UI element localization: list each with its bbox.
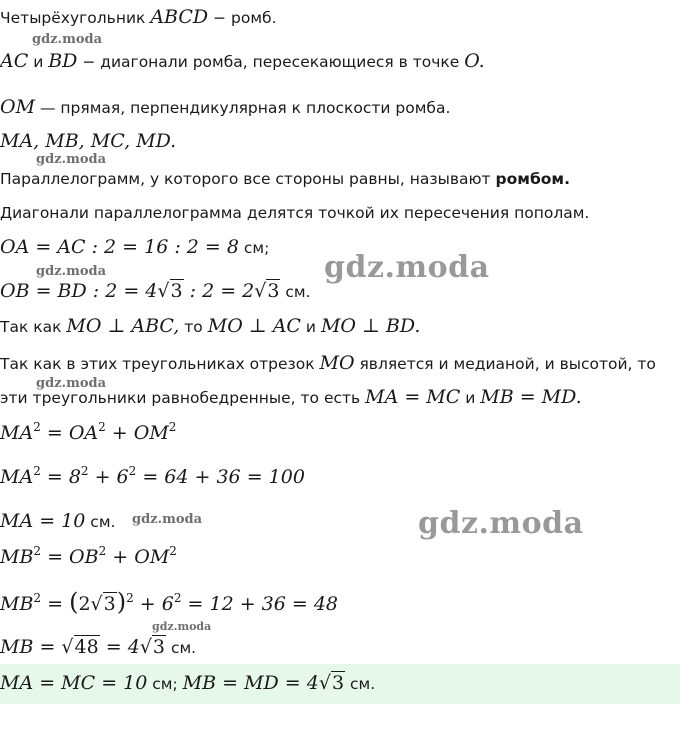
- line-pythagoras-mb: [0, 544, 177, 568]
- text: Четырёхугольник: [0, 9, 146, 27]
- watermark: gdz.moda: [132, 512, 203, 527]
- text: — прямая, перпендикулярная к плоскости ромба.: [39, 99, 451, 117]
- math: MA: [0, 466, 34, 488]
- line-mb-result: [0, 636, 196, 658]
- math: OM: [0, 96, 36, 118]
- sqrt: √48: [61, 636, 99, 658]
- text: эти треугольники равнобедренные, то есть: [0, 389, 361, 407]
- unit: см.: [350, 675, 376, 693]
- text: − ромб.: [213, 9, 277, 27]
- unit: см.: [90, 513, 116, 531]
- exponent: 2: [33, 544, 42, 558]
- line-diagonals-bisect: [0, 204, 589, 222]
- math: MA, MB, MC, MD.: [0, 130, 177, 152]
- text: то: [184, 318, 203, 336]
- sqrt: √3: [90, 593, 116, 615]
- line-ma-result: [0, 510, 115, 532]
- paren: (: [69, 588, 79, 616]
- math: MB = MD = 4: [182, 672, 319, 694]
- math: MO ⊥ AC: [207, 315, 301, 337]
- line-mb-calc: [0, 588, 338, 616]
- math: O.: [464, 50, 485, 72]
- text: является и медианой, и высотой, то: [359, 355, 656, 373]
- math: = 8: [40, 466, 81, 488]
- text: − диагонали ромба, пересекающиеся в точке: [82, 53, 460, 71]
- watermark-large: gdz.moda: [324, 250, 490, 285]
- line-median-height: [0, 352, 656, 374]
- math: OA = AC : 2 = 16 : 2 = 8: [0, 236, 239, 258]
- math: BD: [48, 50, 78, 72]
- sqrt: √3: [139, 636, 166, 658]
- watermark: gdz.moda: [36, 152, 107, 167]
- math: + OM: [106, 546, 170, 568]
- exponent: 2: [173, 591, 182, 605]
- math: = 12 + 36 = 48: [181, 593, 339, 615]
- line-segments: [0, 130, 176, 152]
- math: MB = MD.: [480, 386, 582, 408]
- unit: см;: [243, 239, 270, 257]
- exponent: 2: [33, 591, 42, 605]
- exponent: 2: [128, 464, 137, 478]
- sqrt: √3: [157, 280, 183, 302]
- exponent: 2: [80, 464, 89, 478]
- math: ABCD: [150, 6, 209, 28]
- math: MB: [0, 546, 34, 568]
- math: MA = MC: [365, 386, 461, 408]
- math: 2: [78, 593, 91, 615]
- text: и: [28, 53, 49, 71]
- math: = 64 + 36 = 100: [136, 466, 305, 488]
- exponent: 2: [168, 420, 177, 434]
- math: MO: [319, 352, 355, 374]
- line-diagonals: [0, 50, 485, 72]
- unit: см.: [285, 283, 311, 301]
- line-ob: [0, 280, 311, 302]
- line-oa: [0, 236, 269, 258]
- math: MO ⊥ BD.: [320, 315, 421, 337]
- exponent: 2: [169, 544, 177, 558]
- sqrt: √3: [254, 280, 280, 302]
- watermark: gdz.moda: [32, 32, 103, 47]
- line-rhombus-property: [0, 170, 570, 188]
- line-ma-calc: [0, 464, 305, 488]
- math: = OB: [41, 546, 99, 568]
- text: и: [465, 389, 476, 407]
- bold-term: ромбом.: [495, 170, 570, 188]
- math: = OA: [40, 422, 99, 444]
- line-perpendicularity: [0, 315, 420, 337]
- watermark: gdz.moda: [152, 620, 212, 633]
- math: MA = 10: [0, 510, 86, 532]
- math: MO ⊥ ABC,: [66, 315, 180, 337]
- watermark: gdz.moda: [36, 376, 107, 391]
- line-rhombus-def: [0, 6, 277, 28]
- line-pythagoras-ma: [0, 420, 176, 444]
- text: Так как: [0, 318, 62, 336]
- exponent: 2: [126, 591, 134, 605]
- paren: ): [116, 588, 127, 616]
- exponent: 2: [98, 544, 107, 558]
- math: AC: [0, 50, 29, 72]
- math: + OM: [105, 422, 169, 444]
- exponent: 2: [98, 420, 106, 434]
- math: MA = MC = 10: [0, 672, 148, 694]
- text: и: [305, 318, 316, 336]
- watermark: gdz.moda: [36, 264, 107, 279]
- exponent: 2: [33, 464, 41, 478]
- math: : 2 = 2: [183, 280, 255, 302]
- math: = 4: [99, 636, 140, 658]
- math: OB = BD : 2 = 4: [0, 280, 158, 302]
- text: Параллелограмм, у которого все стороны равны, называют: [0, 170, 491, 188]
- unit: см.: [170, 639, 197, 657]
- sqrt: √3: [318, 672, 345, 694]
- exponent: 2: [33, 420, 41, 434]
- math: MB: [0, 593, 34, 615]
- watermark-large: gdz.moda: [418, 506, 584, 541]
- answer-line: [0, 672, 375, 694]
- text: Диагонали параллелограмма делятся точкой их пересечения пополам.: [0, 204, 590, 222]
- math: + 6: [88, 466, 129, 488]
- math: + 6: [133, 593, 174, 615]
- math: MB =: [0, 636, 62, 658]
- line-om-perp: [0, 96, 450, 118]
- text: Так как в этих треугольниках отрезок: [0, 355, 315, 373]
- math: =: [41, 593, 70, 615]
- unit: см;: [152, 675, 178, 693]
- math: MA: [0, 422, 34, 444]
